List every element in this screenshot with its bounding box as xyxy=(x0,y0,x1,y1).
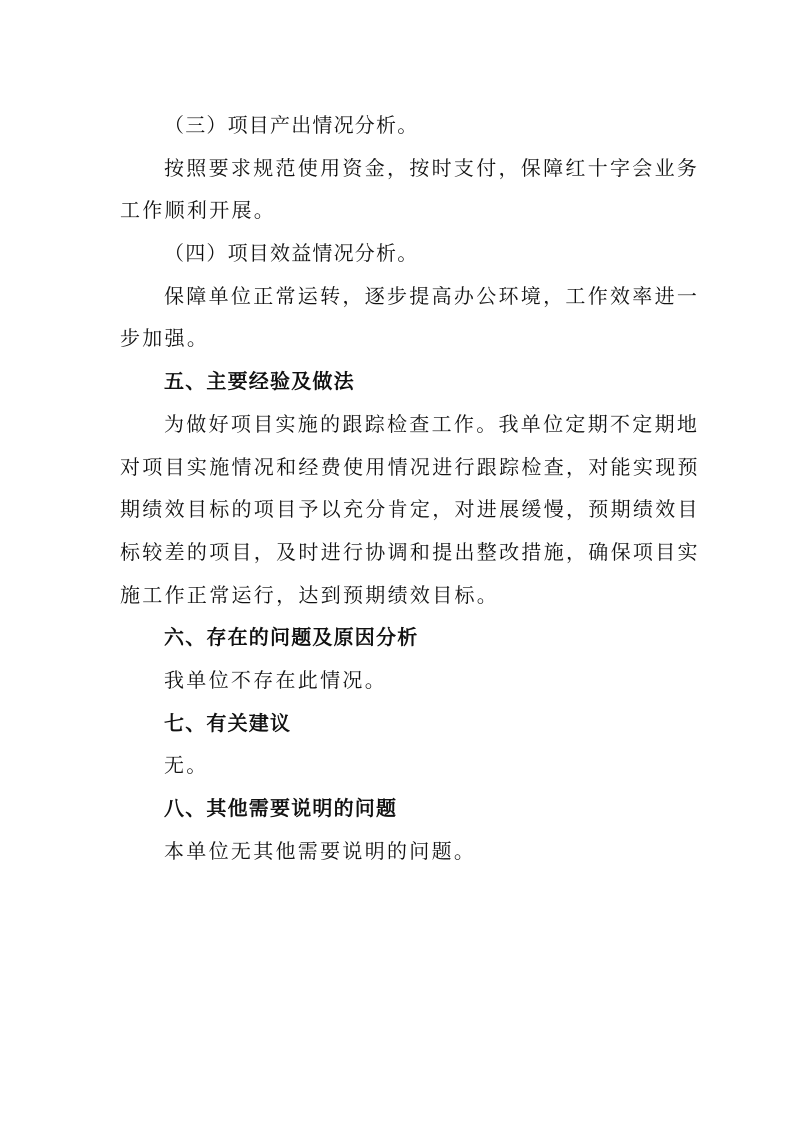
subheading-output-analysis: （三）项目产出情况分析。 xyxy=(164,113,419,137)
paragraph-line: 我单位不存在此情况。 xyxy=(164,667,387,692)
section-heading-problems: 六、存在的问题及原因分析 xyxy=(164,625,419,650)
document-body xyxy=(120,104,700,872)
paragraph-line: 施工作正常运行，达到预期绩效目标。 xyxy=(120,582,500,607)
section-heading-suggestions: 七、有关建议 xyxy=(164,710,292,735)
paragraph-line: 标较差的项目，及时进行协调和提出整改措施，确保项目实 xyxy=(120,539,700,564)
paragraph-line: 期绩效目标的项目予以充分肯定，对进展缓慢，预期绩效目 xyxy=(120,497,700,522)
paragraph-line: 工作顺利开展。 xyxy=(120,198,277,223)
section-heading-other-matters: 八、其他需要说明的问题 xyxy=(164,796,398,820)
subheading-benefit-analysis: （四）项目效益情况分析。 xyxy=(164,241,419,266)
paragraph-line: 步加强。 xyxy=(120,326,210,351)
paragraph-line: 按照要求规范使用资金，按时支付，保障红十字会业务 xyxy=(164,155,700,180)
paragraph-line: 保障单位正常运转，逐步提高办公环境，工作效率进一 xyxy=(164,283,700,308)
section-heading-experience: 五、主要经验及做法 xyxy=(164,369,355,394)
paragraph-line: 为做好项目实施的跟踪检查工作。我单位定期不定期地 xyxy=(164,411,700,436)
paragraph-line: 无。 xyxy=(164,753,209,778)
paragraph-line: 对项目实施情况和经费使用情况进行跟踪检查，对能实现预 xyxy=(120,454,700,479)
paragraph-line: 本单位无其他需要说明的问题。 xyxy=(164,838,477,863)
